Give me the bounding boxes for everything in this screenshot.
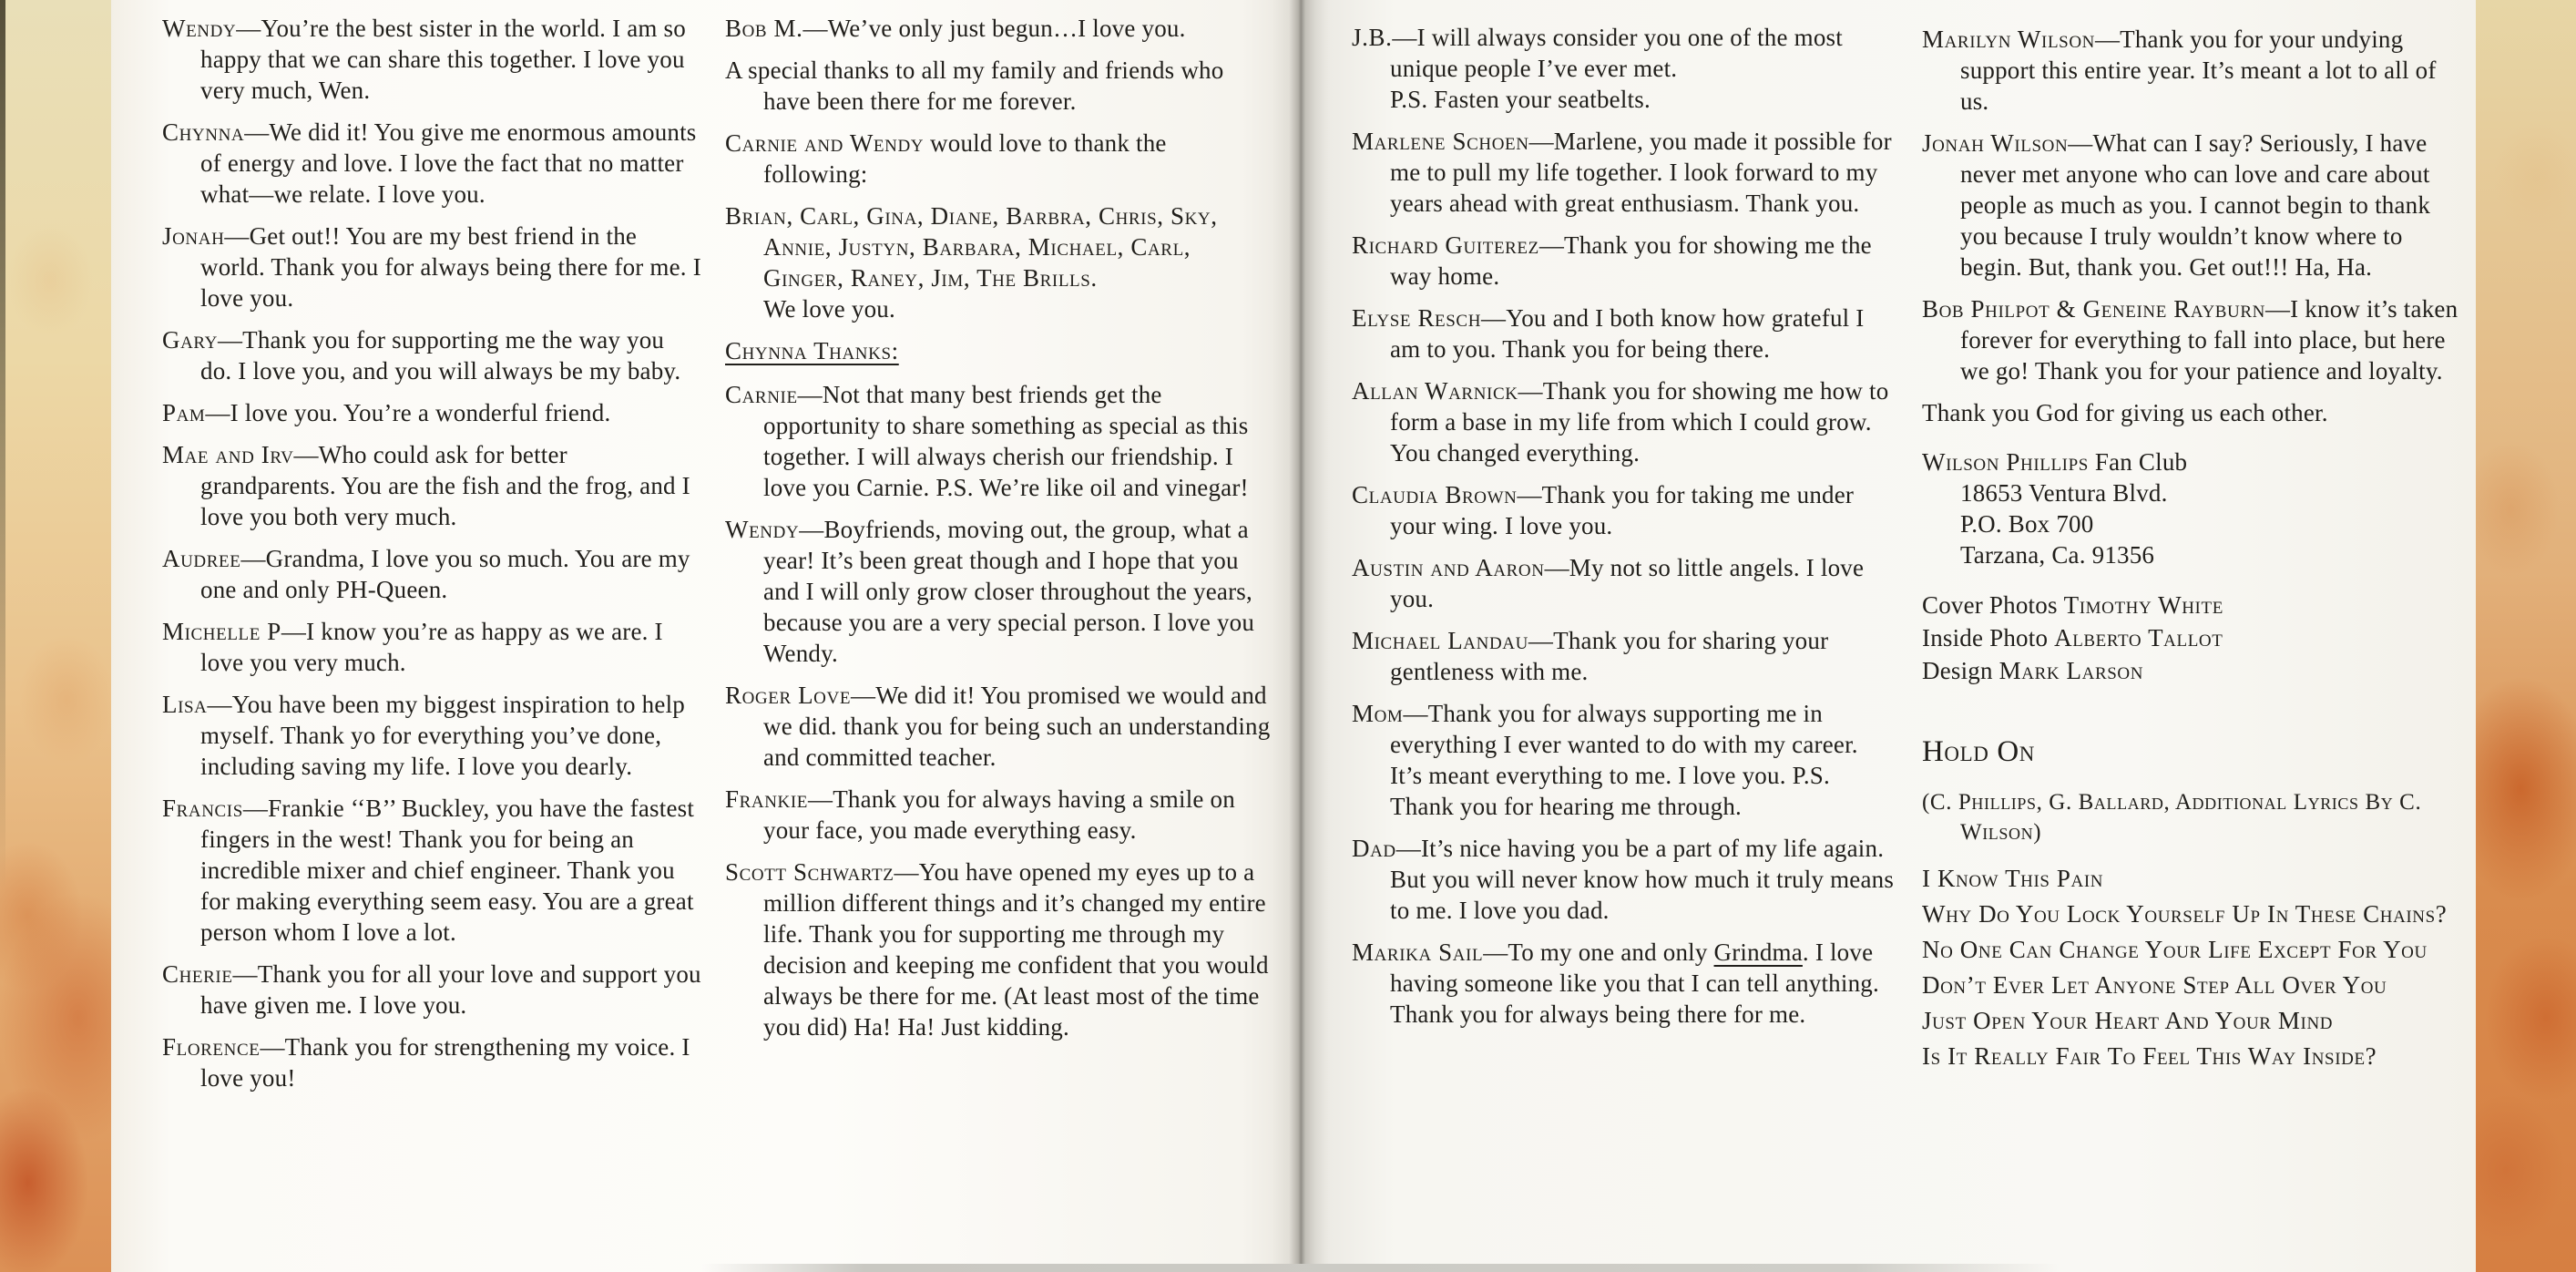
booklet-bottom-edge [701,1264,2059,1272]
thanks-gary [162,324,701,386]
small-caps-text: Chynna [162,118,245,146]
small-caps-text: Marlene Schoen [1352,128,1529,155]
thanks-elyse-resch [1352,303,1895,364]
text-segment: —I will always consider you one of the most unique people I’ve ever met. [1390,24,1843,82]
small-caps-text: No One Can Change Your Life Except For You [1922,936,2428,963]
text-segment: —Not that many best friends get the opportunity to share something as special as this together. I will always cherish our friendship. I love you Carnie. P.S. We’re like oil and vinegar! [763,381,1249,501]
small-caps-text: Elyse Resch [1352,304,1482,332]
small-caps-text: Frankie [725,785,808,813]
thanks-column-2 [725,13,1277,1053]
text-segment: —I love you. You’re a wonderful friend. [205,399,611,426]
small-caps-text: Dad [1352,835,1396,862]
small-caps-text: Is It Really Fair To Feel This Way Inside? [1922,1042,2377,1070]
small-caps-text: Austin and Aaron [1352,554,1545,581]
text-segment: 18653 Ventura Blvd. [1960,479,2168,507]
text-segment: Thank you God for giving us each other. [1922,399,2328,426]
thanks-richard-guiterez [1352,230,1895,292]
lyric-line [1922,862,2465,896]
thanks-cherie [162,959,701,1021]
lyric-line [1922,1004,2465,1038]
thanks-lisa [162,689,701,782]
small-caps-text: J.B. [1352,24,1393,51]
carnie-and-wendy-thank [725,128,1277,190]
small-caps-text: Claudia Brown [1352,481,1518,508]
thanks-bob-philpot-geneine-rayburn [1922,293,2465,386]
text-segment: —Get out!! You are my best friend in the world. Thank you for always being there for me. I love you. [200,222,701,312]
text-segment: —We’ve only just begun…I love you. [802,15,1186,42]
thanks-scott-schwartz [725,857,1277,1042]
watercolor-border-left [0,0,111,1272]
thanks-francis [162,793,701,948]
text-segment: —I know it’s taken forever for everything to fall into place, but here we go! Thank you for your patience and loyalty. [1960,295,2458,385]
small-caps-text: Brian, Carl, Gina, Diane, Barbra, Chris, Sky, Annie, Justyn, Barbara, Michael, Carl, Ginger, Raney, Jim, The Brills. [725,202,1218,292]
thanks-michelle-p [162,616,701,678]
lyric-line [1922,969,2465,1002]
small-caps-text: Wilson Phillips [1922,448,2089,476]
text-segment: Design [1922,657,1999,684]
thanks-florence [162,1031,701,1093]
text-segment: —You’re the best sister in the world. I am so happy that we can share this together. I love you very much, Wen. [200,15,686,104]
small-caps-text: Timothy White [2063,591,2223,619]
thanks-marika-sail [1352,937,1895,1030]
small-caps-text: Bob M. [725,15,803,42]
watercolor-border-right [2476,0,2576,1272]
text-segment: would love to thank the following: [763,129,1167,188]
song-writing-credit [1922,787,2465,847]
small-caps-text: Bob Philpot & Geneine Rayburn [1922,295,2265,323]
small-caps-text: Cherie [162,960,233,988]
thanks-jonah [162,221,701,313]
small-caps-text: Lisa [162,691,208,718]
text-segment: Cover Photos [1922,591,2064,619]
small-caps-text: Why Do You Lock Yourself Up In These Chains? [1922,900,2448,928]
thanks-allan-warnick [1352,375,1895,468]
text-segment: —Thank you for always having a smile on your face, you made everything easy. [763,785,1235,844]
text-segment: —Thank you for showing me the way home. [1390,231,1872,290]
text-segment: P.O. Box 700 [1960,510,2094,538]
small-caps-text: Mae and Irv [162,441,294,468]
small-caps-text: Scott Schwartz [725,858,894,886]
small-caps-text: Chynna Thanks: [725,337,899,364]
text-segment: —Grandma, I love you so much. You are my one and only PH-Queen. [200,545,690,603]
text-segment: Inside Photo [1922,624,2055,651]
small-caps-text: Richard Guiterez [1352,231,1539,259]
thanks-column-3 [1352,22,1895,1041]
text-segment: —I know you’re as happy as we are. I love you very much. [200,618,663,676]
photo-design-credits [1922,589,2465,687]
text-segment: —Thank you for showing me how to form a base in my life from which I could grow. You changed everything. [1390,377,1889,467]
thanks-column-1 [162,13,701,1104]
lyric-line [1922,1040,2465,1073]
chynna-thanks-heading [725,335,1277,366]
text-segment: —You and I both know how grateful I am to you. Thank you for being there. [1390,304,1865,363]
small-caps-text: Mom [1352,700,1404,727]
thanks-michael-landau [1352,625,1895,687]
small-caps-text: Jonah [162,222,225,250]
text-segment: Tarzana, Ca. 91356 [1960,541,2155,569]
thanks-wendy-2 [725,514,1277,669]
thanks-marlene-schoen [1352,126,1895,219]
thanks-frankie [725,784,1277,846]
small-caps-text: Carnie [725,381,798,408]
text-segment: Grindma [1713,939,1803,966]
small-caps-text: Francis [162,795,243,822]
text-segment: —Frankie ‘‘B’’ Buckley, you have the fastest fingers in the west! Thank you for being an incredible mixer and chief engineer. Thank you for making everything seem easy. You are a great person whom I love a lot. [200,795,695,946]
text-segment: —My not so little angels. I love you. [1390,554,1865,612]
thanks-mom [1352,698,1895,822]
text-segment: —Thank you for strengthening my voice. I love you! [200,1033,690,1092]
text-segment: . I love having someone like you that I can tell anything. Thank you for always being there for me. [1390,939,1879,1028]
text-segment: —Thank you for supporting me the way you do. I love you, and you will always be my baby. [200,326,681,385]
small-caps-text: Marika Sail [1352,939,1484,966]
text-segment: —Marlene, you made it possible for me to pull my life together. I look forward to my years ahead with great enthusiasm. Thank you. [1390,128,1892,217]
small-caps-text: Carnie and Wendy [725,129,925,157]
small-caps-text: Don’t Ever Let Anyone Step All Over You [1922,971,2387,999]
text-segment: —It’s nice having you be a part of my life again. But you will never know how much it truly means to me. I love you dad. [1390,835,1895,924]
small-caps-text: Audree [162,545,241,572]
text-segment: —Thank you for sharing your gentleness with me. [1390,627,1829,685]
small-caps-text: I Know This Pain [1922,865,2104,892]
small-caps-text: Roger Love [725,682,852,709]
text-segment: —Thank you for all your love and support you have given me. I love you. [200,960,701,1019]
thanks-jb [1352,22,1895,115]
thanks-mae-and-irv [162,439,701,532]
small-caps-text: Florence [162,1033,261,1061]
names-list [725,200,1277,324]
small-caps-text: Pam [162,399,206,426]
small-caps-text: Hold On [1922,735,2035,768]
small-caps-text: Gary [162,326,218,354]
small-caps-text: Michael Landau [1352,627,1528,654]
thanks-pam [162,397,701,428]
text-segment: —You have opened my eyes up to a million different things and it’s changed my entire life. Thank you for supporting me through my decision and keeping me confident that you would always be there for me. (At least most of the time you did) Ha! Ha! Just kidding. [763,858,1269,1041]
thanks-austin-and-aaron [1352,552,1895,614]
text-segment: —Who could ask for better grandparents. You are the fish and the frog, and I love you both very much. [200,441,690,530]
small-caps-text: Michelle P [162,618,281,645]
text-segment: —You have been my biggest inspiration to help myself. Thank yo for everything you’ve done, including saving my life. I love you dearly. [200,691,685,780]
small-caps-text: Wendy [725,516,800,543]
small-caps-text: (C. Phillips, G. Ballard, Additional Lyrics By C. Wilson) [1922,790,2422,845]
fan-club-address [1922,446,2465,570]
thanks-marilyn-wilson [1922,24,2465,117]
small-caps-text: Allan Warnick [1352,377,1518,405]
text-segment: Fan Club [2088,448,2188,476]
thanks-carnie [725,379,1277,503]
thanks-roger-love [725,680,1277,773]
small-caps-text: Jonah Wilson [1922,129,2069,157]
thanks-jonah-wilson [1922,128,2465,282]
small-caps-text: Marilyn Wilson [1922,26,2095,53]
text-segment: —To my one and only [1483,939,1714,966]
thanks-god [1922,397,2465,428]
text-segment: —Thank you for always supporting me in everything I ever wanted to do with my career. It’s meant everything to me. I love you. P.S. Thank you for hearing me through. [1390,700,1858,820]
text-segment: —Thank you for your undying support this entire year. It’s meant a lot to all of us. [1960,26,2437,115]
small-caps-text: Mark Larson [1998,657,2144,684]
text-segment: —Thank you for taking me under your wing. I love you. [1390,481,1855,539]
text-segment: —We did it! You give me enormous amounts of energy and love. I love the fact that no matter what—we relate. I love you. [200,118,697,208]
text-segment: A special thanks to all my family and friends who have been there for me forever. [725,56,1224,115]
text-segment: P.S. Fasten your seatbelts. [1390,86,1651,113]
special-thanks [725,55,1277,117]
thanks-dad [1352,833,1895,926]
thanks-column-4 [1922,24,2465,1075]
text-segment: —Boyfriends, moving out, the group, what a year! It’s been great though and I hope that you and I will only grow closer throughout the years, because you are a very special person. I love you Wendy. [763,516,1255,667]
lyric-line [1922,898,2465,931]
lyric-line [1922,933,2465,967]
thanks-bob-m [725,13,1277,44]
thanks-wendy [162,13,701,106]
text-segment: —We did it! You promised we would and we did. thank you for being such an understanding and committed teacher. [763,682,1271,771]
thanks-claudia-brown [1352,479,1895,541]
text-segment: —What can I say? Seriously, I have never met anyone who can love and care about people as much as you. I cannot begin to thank you because I truly wouldn’t know where to begin. But, thank you. Get out!!! Ha, Ha. [1960,129,2431,281]
small-caps-text: Wendy [162,15,237,42]
thanks-chynna [162,117,701,210]
small-caps-text: Alberto Tallot [2054,624,2223,651]
thanks-audree [162,543,701,605]
text-segment: We love you. [763,295,895,323]
small-caps-text: Just Open Your Heart And Your Mind [1922,1007,2334,1034]
song-title-hold-on [1922,734,2465,769]
